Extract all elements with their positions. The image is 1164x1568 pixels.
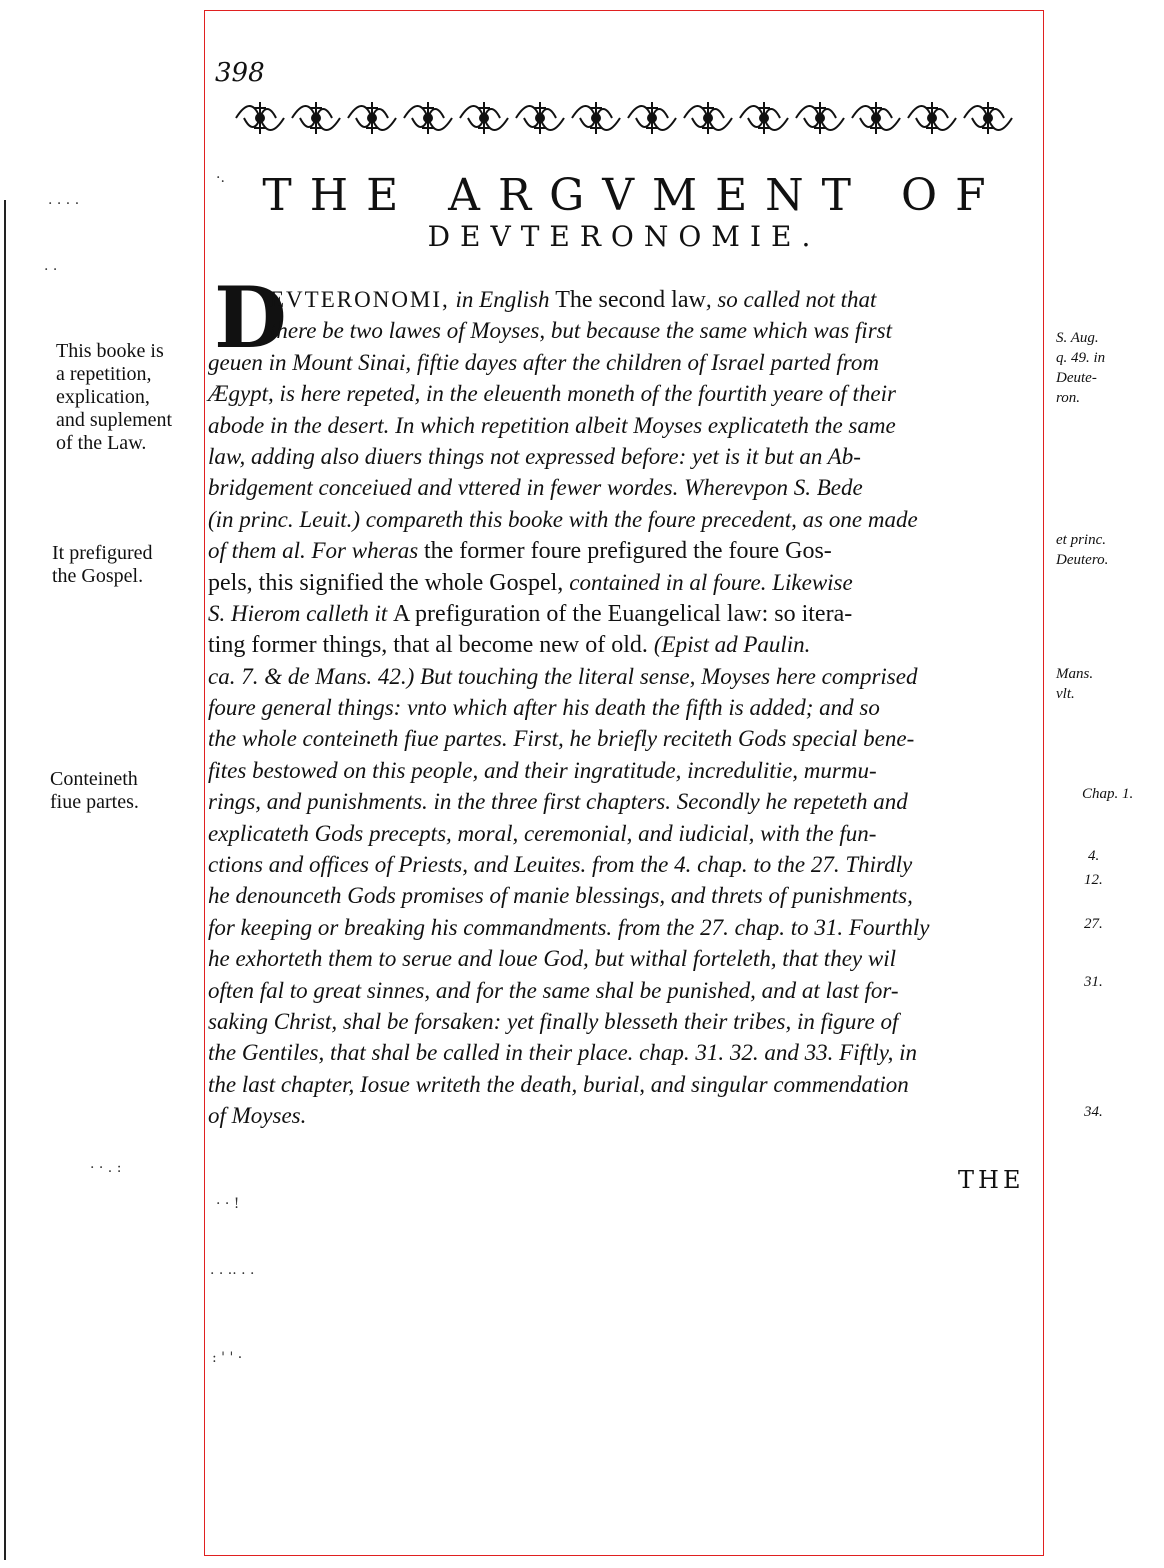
body-text-line bbox=[208, 661, 1042, 692]
text-run: the former foure prefigured the foure Gos- bbox=[423, 538, 832, 565]
text-run: often fal to great sinnes, and for the same shal be punished, and at last for- bbox=[208, 977, 899, 1003]
body-text-line bbox=[208, 786, 1042, 817]
left-note-line: the Gospel. bbox=[52, 565, 144, 587]
body-text-line bbox=[208, 975, 1042, 1006]
title-line-1: THE ARGVMENT OF bbox=[262, 170, 1004, 221]
left-note-line: a repetition, bbox=[56, 363, 152, 385]
right-note-line: q. 49. in bbox=[1056, 350, 1106, 366]
right-margin-note-7: 27. bbox=[1084, 916, 1103, 932]
left-margin-note-1 bbox=[56, 340, 172, 455]
text-run: , so called not that bbox=[705, 287, 877, 312]
text-run: EVTERONOMI, bbox=[270, 287, 450, 312]
body-text-line bbox=[208, 1006, 1042, 1037]
right-note-line: Deutero. bbox=[1056, 552, 1109, 568]
page-number: 398 bbox=[215, 58, 265, 88]
body-text-line bbox=[208, 1037, 1042, 1068]
left-note-line: It prefigured bbox=[52, 542, 153, 564]
text-run: The second law bbox=[555, 287, 706, 313]
text-run: explicateth Gods precepts, moral, ceremonial, and iudicial, with the fun- bbox=[208, 820, 877, 846]
right-note-line: Mans. bbox=[1056, 666, 1094, 682]
decorative-ornament-band bbox=[232, 96, 1022, 140]
right-margin-note-5: 4. bbox=[1088, 848, 1100, 864]
text-run: the Gentiles, that shal be called in their place. chap. 31. 32. and 33. Fiftly, in bbox=[208, 1040, 918, 1066]
right-note-line: S. Aug. bbox=[1056, 330, 1099, 346]
text-run: he exhorteth them to serue and loue God, but withal forteleth, that they wil bbox=[208, 946, 896, 972]
drop-cap-initial: D bbox=[214, 268, 287, 367]
right-note-line: Deute- bbox=[1056, 370, 1097, 386]
text-run: rings, and punishments. in the three first chapters. Secondly he repeteth and bbox=[208, 789, 908, 815]
body-text-line bbox=[208, 755, 1042, 786]
text-run: ca. 7. & de Mans. 42.) But touching the literal sense, Moyses here comprised bbox=[208, 663, 918, 689]
print-speckle-mark: · · ! bbox=[216, 1196, 240, 1212]
text-run: in English bbox=[449, 287, 556, 312]
right-margin-note-8: 31. bbox=[1084, 974, 1103, 990]
right-note-line: et princ. bbox=[1056, 532, 1106, 548]
body-text-line bbox=[208, 441, 1042, 472]
title-line-2: DEVTERONOMIE. bbox=[427, 220, 821, 253]
body-text-line bbox=[208, 284, 1042, 315]
text-run: saking Christ, shal be forsaken: yet finally blesseth their tribes, in figure of bbox=[208, 1008, 899, 1034]
body-text-line bbox=[208, 598, 1042, 629]
left-margin-note-3 bbox=[50, 768, 139, 814]
left-note-line: Conteineth bbox=[50, 768, 138, 790]
text-run: Ægypt, is here repeted, in the eleuenth moneth of the fourtith yeare of their bbox=[208, 381, 896, 407]
body-text-line bbox=[208, 504, 1042, 535]
right-margin-note-9: 34. bbox=[1084, 1104, 1103, 1120]
text-run: bridgement conceiued and vttered in fewer wordes. Wherevpon S. Bede bbox=[208, 475, 863, 501]
page-gutter-rule bbox=[4, 200, 6, 1560]
body-text-line bbox=[208, 535, 1042, 566]
print-speckle-mark: · · . : bbox=[90, 1160, 122, 1176]
left-note-line: explication, bbox=[56, 386, 150, 408]
text-run: the last chapter, Iosue writeth the death, burial, and singular commendation bbox=[208, 1071, 909, 1097]
body-text-line bbox=[208, 472, 1042, 503]
argument-body-text bbox=[208, 268, 1042, 1132]
print-speckle-mark: · · ·· · · bbox=[210, 1266, 255, 1282]
left-note-line: This booke is bbox=[56, 340, 164, 362]
text-run: ting former things, that al become new of old. bbox=[208, 632, 654, 659]
left-note-line: fiue partes. bbox=[50, 791, 139, 813]
left-note-line: of the Law. bbox=[56, 432, 147, 454]
catchword: THE bbox=[958, 1166, 1025, 1194]
text-run: ctions and offices of Priests, and Leuites. from the 4. chap. to the 27. Thirdly bbox=[208, 852, 913, 878]
body-text-line bbox=[208, 1069, 1042, 1100]
text-run: he denounceth Gods promises of manie blessings, and threts of punishments, bbox=[208, 883, 913, 909]
print-speckle-mark: : ' ' · bbox=[212, 1350, 243, 1366]
body-text-line bbox=[208, 692, 1042, 723]
text-run: law, adding also diuers things not expressed before: yet is it but an Ab- bbox=[208, 443, 861, 469]
text-run: foure general things: vnto which after his death the fifth is added; and so bbox=[208, 695, 880, 721]
text-run: contained in al foure. Likewise bbox=[569, 569, 853, 595]
text-run: of them al. For wheras bbox=[208, 538, 424, 564]
left-margin-note-2 bbox=[52, 542, 153, 588]
body-text-line bbox=[208, 567, 1042, 598]
text-run: pels, this signified the whole Gospel, bbox=[208, 569, 570, 596]
text-run: abode in the desert. In which repetition albeit Moyses explicateth the same bbox=[208, 412, 896, 438]
body-text-line bbox=[208, 347, 1042, 378]
text-run: there be two lawes of Moyses, but because the same which was first bbox=[270, 318, 892, 344]
print-speckle-mark: · · bbox=[44, 262, 58, 278]
body-text-line bbox=[208, 378, 1042, 409]
right-note-line: ron. bbox=[1056, 390, 1081, 406]
body-text-line bbox=[208, 1100, 1042, 1131]
text-run: for keeping or breaking his commandments. from the 27. chap. to 31. Fourthly bbox=[208, 914, 930, 940]
body-text-line bbox=[208, 912, 1042, 943]
text-run: (in princ. Leuit.) compareth this booke with the foure precedent, as one made bbox=[208, 506, 918, 532]
text-run: the whole conteineth fiue partes. First, he briefly reciteth Gods special bene- bbox=[208, 726, 915, 752]
body-text-line bbox=[208, 849, 1042, 880]
right-margin-note-4: Chap. 1. bbox=[1082, 786, 1134, 802]
body-text-line bbox=[208, 410, 1042, 441]
left-note-line: and suplement bbox=[56, 409, 173, 431]
body-text-line bbox=[208, 818, 1042, 849]
text-run: (Epist ad Paulin. bbox=[653, 632, 811, 658]
right-margin-note-3 bbox=[1056, 664, 1093, 704]
text-run: S. Hierom calleth it bbox=[208, 600, 394, 626]
body-text-line bbox=[208, 723, 1042, 754]
body-text-line bbox=[208, 943, 1042, 974]
text-run: of Moyses. bbox=[208, 1103, 307, 1129]
body-text-line bbox=[208, 315, 1042, 346]
print-speckle-mark: · · · · bbox=[48, 196, 80, 212]
right-margin-note-1 bbox=[1056, 328, 1105, 408]
body-text-line bbox=[208, 880, 1042, 911]
text-run: A prefiguration of the Euangelical law: so itera- bbox=[393, 600, 853, 627]
text-run: fites bestowed on this people, and their ingratitude, incredulitie, murmu- bbox=[208, 757, 877, 783]
body-text-line bbox=[208, 629, 1042, 660]
print-speckle-mark: ·. bbox=[216, 170, 225, 186]
right-margin-note-2 bbox=[1056, 530, 1108, 570]
text-run: geuen in Mount Sinai, fiftie dayes after the children of Israel parted from bbox=[208, 349, 879, 375]
right-note-line: vlt. bbox=[1056, 686, 1075, 702]
right-margin-note-6: 12. bbox=[1084, 872, 1103, 888]
